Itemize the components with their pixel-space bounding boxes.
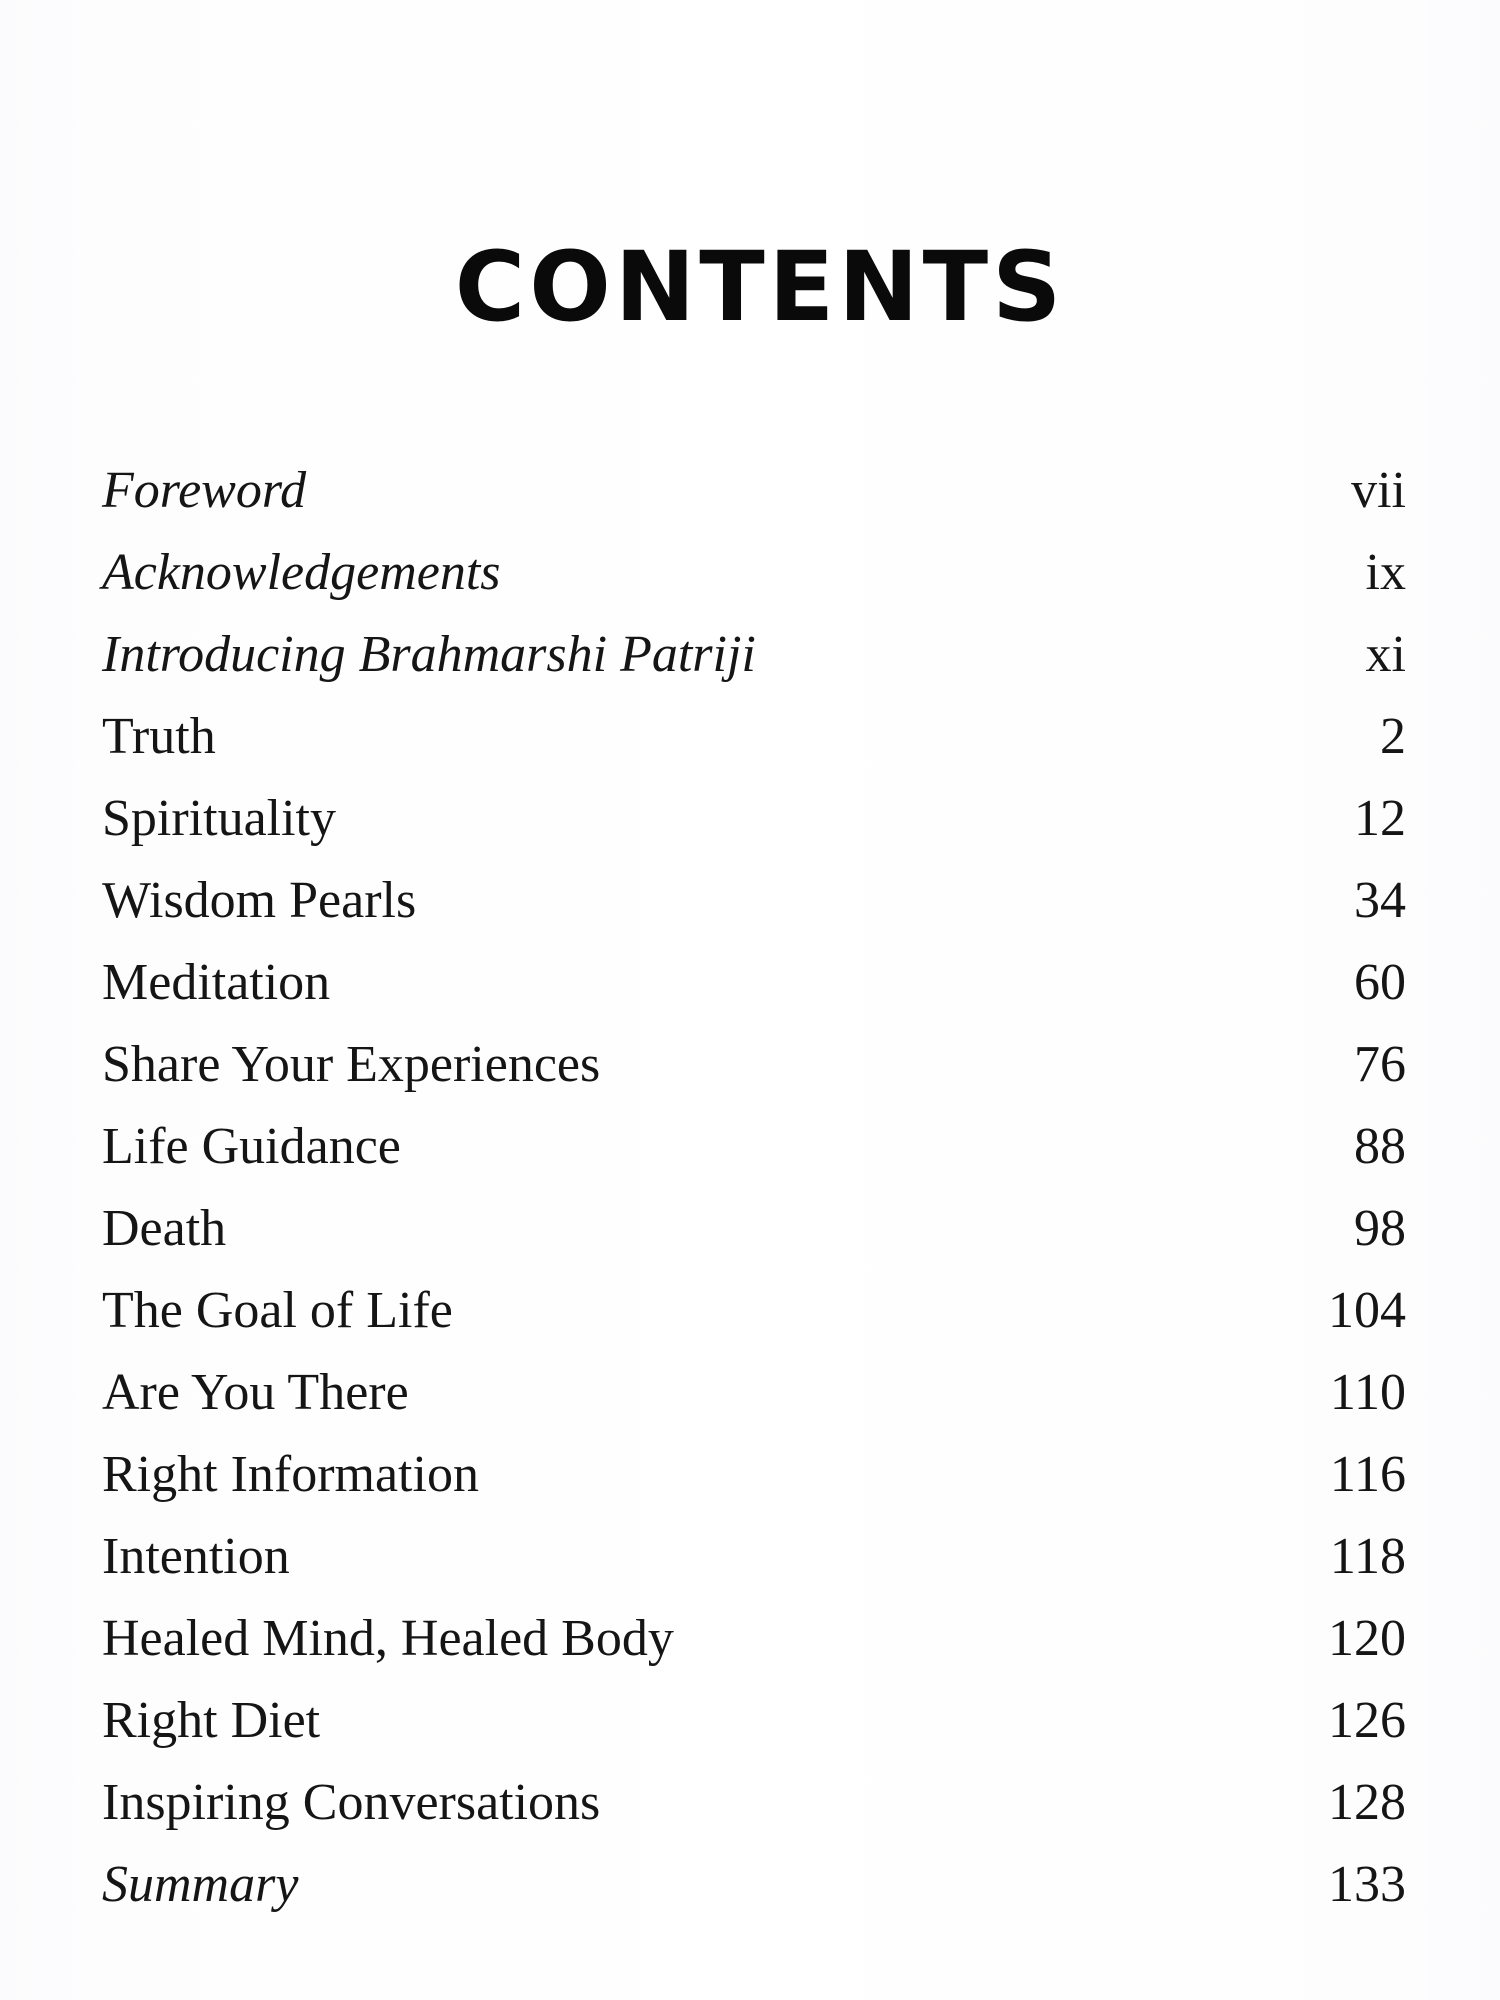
- toc-entry: [102, 1269, 1406, 1351]
- toc-entry-title: Wisdom Pearls: [102, 871, 417, 929]
- toc-entry: [102, 1351, 1406, 1433]
- toc-entry-page-number: xi: [1365, 625, 1406, 683]
- toc-entry-title: Inspiring Conversations: [102, 1773, 601, 1831]
- toc-entry-title: Life Guidance: [102, 1117, 401, 1175]
- toc-entry-title: Acknowledgements: [102, 543, 501, 601]
- toc-entry: [102, 1843, 1406, 1925]
- toc-entry-title: Spirituality: [102, 789, 336, 847]
- toc-entry-page-number: 126: [1328, 1691, 1406, 1749]
- toc-entry: [102, 1023, 1406, 1105]
- toc-entry: [102, 531, 1406, 613]
- toc-entry-title: Introducing Brahmarshi Patriji: [102, 625, 756, 683]
- toc-entry-page-number: 12: [1354, 789, 1406, 847]
- toc-entry: [102, 1515, 1406, 1597]
- table-of-contents: [102, 449, 1406, 1925]
- toc-entry: [102, 859, 1406, 941]
- toc-entry-title: Death: [102, 1199, 227, 1257]
- toc-entry-page-number: 120: [1328, 1609, 1406, 1667]
- toc-entry: [102, 1105, 1406, 1187]
- toc-entry: [102, 1679, 1406, 1761]
- toc-entry-page-number: 76: [1354, 1035, 1406, 1093]
- toc-entry-title: Truth: [102, 707, 216, 765]
- toc-entry-title: Share Your Experiences: [102, 1035, 601, 1093]
- toc-entry-title: Intention: [102, 1527, 290, 1585]
- page-title: CONTENTS: [454, 231, 1066, 343]
- toc-entry-page-number: 110: [1329, 1363, 1406, 1421]
- toc-entry-page-number: 128: [1328, 1773, 1406, 1831]
- toc-entry-title: Right Information: [102, 1445, 479, 1503]
- toc-entry-title: Are You There: [102, 1363, 409, 1421]
- toc-entry: [102, 777, 1406, 859]
- toc-entry-title: Healed Mind, Healed Body: [102, 1609, 674, 1667]
- toc-entry-page-number: 118: [1329, 1527, 1406, 1585]
- toc-entry: [102, 613, 1406, 695]
- toc-entry-page-number: 88: [1354, 1117, 1406, 1175]
- toc-entry: [102, 941, 1406, 1023]
- toc-entry: [102, 1433, 1406, 1515]
- toc-entry-page-number: 116: [1329, 1445, 1406, 1503]
- toc-entry: [102, 695, 1406, 777]
- toc-entry: [102, 1761, 1406, 1843]
- toc-entry-title: Meditation: [102, 953, 331, 1011]
- toc-entry-title: Right Diet: [102, 1691, 321, 1749]
- toc-entry-page-number: 104: [1328, 1281, 1406, 1339]
- toc-entry-title: Foreword: [102, 461, 307, 519]
- toc-entry-page-number: 98: [1354, 1199, 1406, 1257]
- toc-entry-page-number: 133: [1328, 1855, 1406, 1913]
- toc-entry-page-number: ix: [1365, 543, 1406, 601]
- toc-entry-page-number: 34: [1354, 871, 1406, 929]
- toc-entry-title: The Goal of Life: [102, 1281, 453, 1339]
- toc-entry-page-number: 60: [1354, 953, 1406, 1011]
- toc-entry-title: Summary: [102, 1855, 299, 1913]
- toc-entry: [102, 1187, 1406, 1269]
- toc-entry: [102, 449, 1406, 531]
- toc-entry: [102, 1597, 1406, 1679]
- toc-entry-page-number: vii: [1351, 461, 1406, 519]
- toc-entry-page-number: 2: [1380, 707, 1406, 765]
